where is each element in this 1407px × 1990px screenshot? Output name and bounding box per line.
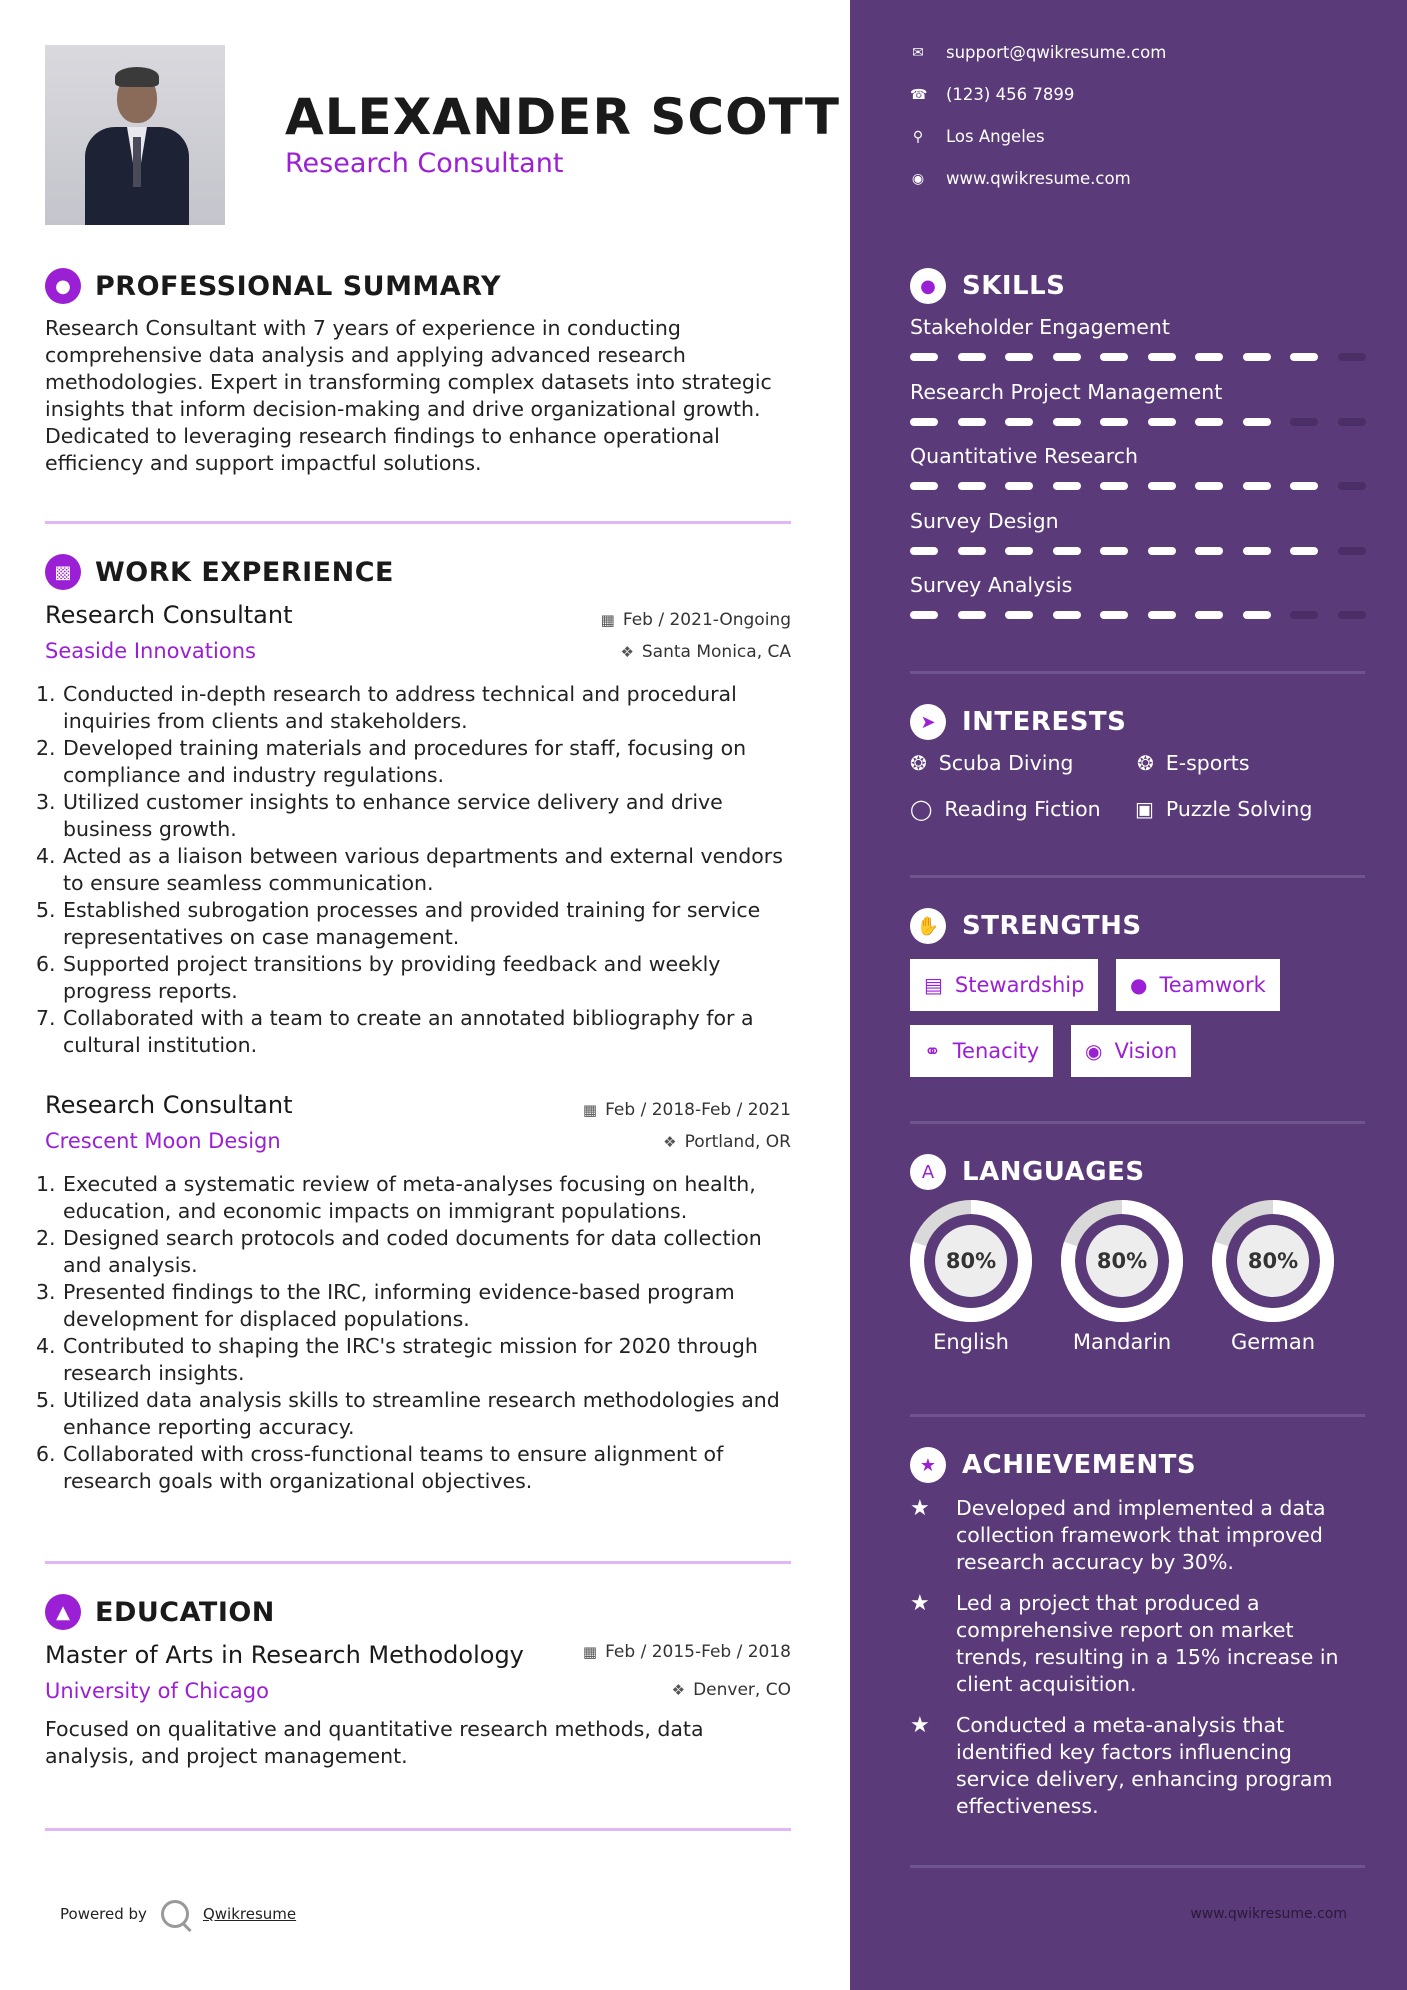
- strength-badge: ● Teamwork: [1116, 959, 1280, 1011]
- interest-item: ▣ Puzzle Solving: [1135, 797, 1313, 821]
- list-item: 5. Utilized data analysis skills to streamline research methodologies and enhance reporting accuracy.: [36, 1388, 780, 1439]
- footer-site[interactable]: www.qwikresume.com: [1190, 1906, 1347, 1922]
- divider: [910, 671, 1365, 674]
- skill-segment: [1338, 482, 1366, 490]
- divider: [910, 875, 1365, 878]
- calendar-icon: ▦: [600, 611, 615, 629]
- list-item: 3. Utilized customer insights to enhance service delivery and drive business growth.: [36, 790, 723, 841]
- skill-segment: [910, 482, 938, 490]
- contact-location: ⚲ Los Angeles: [910, 127, 1045, 146]
- language-ring: [910, 1200, 1032, 1322]
- skill-segment: [1243, 482, 1271, 490]
- user-icon: ●: [45, 268, 81, 304]
- job-duties: [36, 681, 796, 1059]
- list-item: 2. Developed training materials and procedures for staff, focusing on compliance and industry regulations.: [36, 736, 747, 787]
- skill-segment: [1053, 547, 1081, 555]
- list-item: 7. Collaborated with a team to create an annotated bibliography for a cultural institution.: [36, 1006, 754, 1057]
- education-text: Focused on qualitative and quantitative research methods, data analysis, and project management.: [45, 1717, 704, 1768]
- calendar-icon: ▦: [582, 1643, 598, 1661]
- skill-segment: [910, 611, 938, 619]
- list-item: 4. Acted as a liaison between various departments and external vendors to ensure seamless communication.: [36, 844, 783, 895]
- briefcase-icon: ▤: [924, 973, 943, 997]
- divider: [910, 1865, 1365, 1868]
- skill-segment: [1243, 418, 1271, 426]
- skill-segment: [1053, 611, 1081, 619]
- skill-segment: [1195, 547, 1223, 555]
- skill-segment: [1053, 482, 1081, 490]
- skill-segment: [1243, 611, 1271, 619]
- skill-segment: [1195, 353, 1223, 361]
- strength-badge: ▤ Stewardship: [910, 959, 1098, 1011]
- summary-heading: PROFESSIONAL SUMMARY: [95, 270, 502, 302]
- skill-segment: [1338, 353, 1366, 361]
- language-ring: [1061, 1200, 1183, 1322]
- qwikresume-logo-icon: [161, 1900, 189, 1928]
- list-item: 4. Contributed to shaping the IRC's strategic mission for 2020 through research insights.: [36, 1334, 758, 1385]
- star-icon: ★: [910, 1447, 946, 1483]
- link-icon: ⚭: [924, 1039, 941, 1063]
- skill-name: Survey Design: [910, 508, 1059, 533]
- contact-email[interactable]: ✉ support@qwikresume.com: [910, 43, 1166, 62]
- language-name: Mandarin: [1072, 1330, 1172, 1354]
- skill-segment: [1338, 418, 1366, 426]
- skill-segment: [1005, 353, 1033, 361]
- skill-segment: [958, 611, 986, 619]
- skill-level-bar: [910, 482, 1366, 490]
- achievement-item: ★ Developed and implemented a data collection framework that improved research accuracy by 30%.: [910, 1496, 1326, 1574]
- education-header: [45, 1594, 275, 1630]
- lightbulb-icon: ●: [910, 268, 946, 304]
- envelope-icon: ✉: [912, 44, 924, 61]
- skill-segment: [1100, 611, 1128, 619]
- languages-header: A LANGUAGES: [910, 1154, 1145, 1190]
- calendar-icon: ▦: [582, 1101, 598, 1119]
- skill-segment: [1148, 547, 1176, 555]
- skill-segment: [1338, 547, 1366, 555]
- paper-plane-icon: ➤: [910, 704, 946, 740]
- job-company: Seaside Innovations: [45, 639, 256, 663]
- interests-header: ➤ INTERESTS: [910, 704, 1126, 740]
- skills-header: ● SKILLS: [910, 268, 1065, 304]
- interest-item: ❂ Scuba Diving: [910, 751, 1074, 775]
- chair-icon: ▩: [45, 554, 81, 590]
- footer-powered-by: Powered by Qwikresume: [60, 1900, 296, 1928]
- education-dates: ▦ Feb / 2015-Feb / 2018: [582, 1642, 791, 1662]
- star-icon: ★: [910, 1591, 930, 1616]
- list-item: 1. Executed a systematic review of meta-analyses focusing on health, education, and economic impacts on immigrant populations.: [36, 1172, 756, 1223]
- job-dates: ▦ Feb / 2021-Ongoing: [600, 610, 791, 630]
- skill-segment: [1100, 482, 1128, 490]
- skill-level-bar: [910, 547, 1366, 555]
- skill-segment: [910, 418, 938, 426]
- language-ring: [1212, 1200, 1334, 1322]
- divider: [45, 1561, 791, 1564]
- skill-segment: [910, 547, 938, 555]
- divider: [45, 521, 791, 524]
- strengths-header: ✋ STRENGTHS: [910, 908, 1142, 944]
- pin-icon: ❖: [671, 1681, 686, 1699]
- fist-icon: ✋: [910, 908, 946, 944]
- skill-segment: [1005, 611, 1033, 619]
- skill-segment: [958, 418, 986, 426]
- star-icon: ★: [910, 1496, 930, 1521]
- phone-icon: ☎: [910, 86, 928, 103]
- achievement-item: ★ Conducted a meta-analysis that identified key factors influencing service delivery, enhancing program effectiveness.: [910, 1713, 1333, 1818]
- strength-badge: ◉ Vision: [1071, 1025, 1191, 1077]
- skill-segment: [1290, 547, 1318, 555]
- job-title: Research Consultant: [45, 601, 293, 629]
- list-item: 6. Collaborated with cross-functional teams to ensure alignment of research goals with organizational objectives.: [36, 1442, 724, 1493]
- skill-segment: [1195, 611, 1223, 619]
- list-item: 1. Conducted in-depth research to address technical and procedural inquiries from clients and stakeholders.: [36, 682, 737, 733]
- sidebar: [850, 0, 1407, 1990]
- degree-title: Master of Arts in Research Methodology: [45, 1641, 524, 1669]
- skill-segment: [1100, 418, 1128, 426]
- candidate-name: ALEXANDER SCOTT: [285, 88, 840, 146]
- interest-item: ◯ Reading Fiction: [910, 797, 1101, 821]
- school-name: University of Chicago: [45, 1679, 269, 1703]
- skill-name: Research Project Management: [910, 379, 1223, 404]
- experience-heading: WORK EXPERIENCE: [95, 556, 394, 588]
- life-ring-icon: ❂: [1137, 751, 1154, 775]
- divider: [910, 1121, 1365, 1124]
- skill-segment: [1290, 482, 1318, 490]
- skill-segment: [1243, 353, 1271, 361]
- language-icon: A: [910, 1154, 946, 1190]
- skill-segment: [1290, 353, 1318, 361]
- book-icon: ▣: [1135, 797, 1154, 821]
- skill-segment: [1005, 482, 1033, 490]
- skill-segment: [1053, 418, 1081, 426]
- contact-website[interactable]: ◉ www.qwikresume.com: [911, 169, 1131, 188]
- list-item: 3. Presented findings to the IRC, informing evidence-based program development for displaced populations.: [36, 1280, 735, 1331]
- skill-segment: [910, 353, 938, 361]
- interest-item: ❂ E-sports: [1137, 751, 1250, 775]
- skill-name: Stakeholder Engagement: [910, 315, 1170, 339]
- skill-level-bar: [910, 353, 1366, 361]
- skill-segment: [1005, 418, 1033, 426]
- skill-segment: [1290, 418, 1318, 426]
- skill-segment: [1053, 353, 1081, 361]
- skill-segment: [1338, 611, 1366, 619]
- education-heading: EDUCATION: [95, 1596, 275, 1628]
- gamepad-icon: ◯: [910, 797, 933, 821]
- map-pin-icon: ⚲: [912, 128, 924, 145]
- job-dates: ▦ Feb / 2018-Feb / 2021: [582, 1100, 791, 1120]
- summary-text: Research Consultant with 7 years of experience in conducting comprehensive data analysis and applying advanced research methodologies. Expert in transforming complex datasets into strategic insights that inform decision-making and drive organizational growth. Dedicated to leveraging research findings to enhance operational efficiency and support impactful solutions.: [45, 316, 772, 475]
- list-item: 2. Designed search protocols and coded documents for data collection and analysis.: [36, 1226, 762, 1277]
- skill-segment: [958, 353, 986, 361]
- pin-icon: ❖: [620, 643, 634, 661]
- list-item: 6. Supported project transitions by providing feedback and weekly progress reports.: [36, 952, 721, 1003]
- skill-segment: [1005, 547, 1033, 555]
- skill-segment: [1148, 418, 1176, 426]
- skill-segment: [1195, 418, 1223, 426]
- binoculars-icon: ◉: [1085, 1039, 1103, 1063]
- star-icon: ★: [910, 1713, 930, 1738]
- skill-segment: [958, 547, 986, 555]
- education-location: ❖ Denver, CO: [671, 1680, 791, 1700]
- skill-name: Quantitative Research: [910, 444, 1139, 468]
- achievement-item: ★ Led a project that produced a comprehensive report on market trends, resulting in a 15% increase in client acquisition.: [910, 1591, 1339, 1696]
- pin-icon: ❖: [663, 1133, 677, 1151]
- language-name: German: [1230, 1330, 1316, 1354]
- skill-segment: [1148, 611, 1176, 619]
- job-duties: [36, 1171, 796, 1495]
- skill-segment: [1195, 482, 1223, 490]
- list-item: 5. Established subrogation processes and provided training for service representatives on case management.: [36, 898, 761, 949]
- job-location: ❖ Portland, OR: [663, 1132, 791, 1152]
- job-company: Crescent Moon Design: [45, 1129, 281, 1153]
- life-ring-icon: ❂: [910, 751, 927, 775]
- skill-segment: [1148, 353, 1176, 361]
- experience-header: [45, 554, 394, 590]
- graduate-icon: ▲: [45, 1594, 81, 1630]
- users-icon: ●: [1130, 973, 1148, 997]
- skill-name: Survey Analysis: [910, 573, 1073, 597]
- skill-segment: [958, 482, 986, 490]
- language-percent: 80%: [1096, 1249, 1148, 1273]
- globe-icon: ◉: [911, 170, 925, 187]
- skill-segment: [1243, 547, 1271, 555]
- skill-level-bar: [910, 611, 1366, 619]
- achievements-header: ★ ACHIEVEMENTS: [910, 1447, 1196, 1483]
- profile-photo: [45, 45, 225, 225]
- language-name: English: [933, 1330, 1009, 1354]
- summary-header: [45, 268, 501, 304]
- language-item: [1212, 1200, 1334, 1354]
- language-percent: 80%: [945, 1249, 997, 1273]
- job-location: ❖ Santa Monica, CA: [620, 642, 791, 662]
- divider: [910, 1414, 1365, 1417]
- language-item: [1061, 1200, 1183, 1354]
- candidate-title: Research Consultant: [285, 148, 564, 179]
- language-item: [910, 1200, 1032, 1354]
- skill-segment: [1290, 611, 1318, 619]
- job-title: Research Consultant: [45, 1091, 293, 1119]
- skill-level-bar: [910, 418, 1366, 426]
- skill-segment: [1148, 482, 1176, 490]
- contact-phone[interactable]: ☎ (123) 456 7899: [910, 85, 1075, 104]
- skill-segment: [1100, 353, 1128, 361]
- language-percent: 80%: [1247, 1249, 1299, 1273]
- skill-segment: [1100, 547, 1128, 555]
- brand-link[interactable]: Qwikresume: [202, 1905, 297, 1923]
- strength-badge: ⚭ Tenacity: [910, 1025, 1053, 1077]
- divider: [45, 1828, 791, 1831]
